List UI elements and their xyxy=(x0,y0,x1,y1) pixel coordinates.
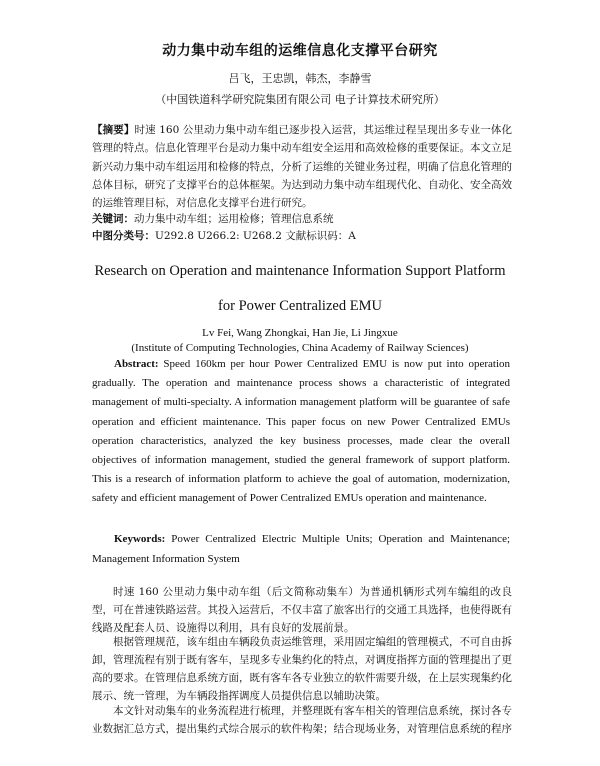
english-title-line1: Research on Operation and maintenance Information Support Platform xyxy=(94,263,506,279)
english-keywords xyxy=(92,530,510,569)
body-paragraph-1: 时速 160 公里动力集中动车组（后文简称动集车）为普通机辆形式列车编组的改良型，可在普速铁路运营。其投入运营后，不仅丰富了旅客出行的交通工具选择，也使得既有线路及配套人员、设施得以利用，具有良好的发展前景。 xyxy=(92,586,512,634)
chinese-authors: 吕飞，王忠凯，韩杰，李静雪 xyxy=(228,72,372,85)
chinese-abstract-label: 【摘要】 xyxy=(92,124,135,136)
chinese-keywords-label: 关键词： xyxy=(92,213,134,225)
english-abstract-text: Speed 160km per hour Power Centralized EMU is now put into operation gradually. The operation and maintenance process shows a characteristic of integrated management of multi-specialty. A information management platform will be guarantee of safe operation and efficient maintenance. This paper focus on new Power Centralized EMUs operation characteristics, analyzed the key business processes, made clear the overall objectives of information management, studied the general framework of support platform. This is a research of information platform to achieve the goal of automation, modernization, safety and efficient management of Power Centralized EMUs operation and maintenance. xyxy=(92,358,510,505)
english-abstract-label: Abstract: xyxy=(114,358,159,370)
english-affiliation: (Institute of Computing Technologies, China Academy of Railway Sciences) xyxy=(131,342,469,354)
english-abstract xyxy=(92,355,510,509)
chinese-title: 动力集中动车组的运维信息化支撑平台研究 xyxy=(162,43,438,59)
english-keywords-label: Keywords: xyxy=(114,533,166,545)
chinese-classification-label: 中图分类号： xyxy=(92,230,155,242)
chinese-abstract-text: 时速 160 公里动力集中动车组已逐步投入运营，其运维过程呈现出多专业一体化管理的特点。信息化管理平台是动力集中动车组安全运用和高效检修的重要保证。本文立足新兴动力集中动车组运用和检修的特点，分析了运维的关键业务过程，明确了信息化管理的总体目标，研究了支撑平台的总体框架。为达到动力集中动车组现代化、自动化、安全高效的运维管理目标，对信息化支撑平台进行研究。 xyxy=(92,124,513,210)
chinese-classification-text: U292.8 U266.2: U268.2 文献标识码：A xyxy=(155,230,356,242)
english-keywords-text: Power Centralized Electric Multiple Units; Operation and Maintenance; Management Information System xyxy=(92,533,511,565)
english-title-line2: for Power Centralized EMU xyxy=(218,298,382,314)
chinese-abstract xyxy=(92,121,512,212)
body-paragraph-3: 本文针对动集车的业务流程进行梳理，并整理既有客车相关的管理信息系统，探讨各专业数据汇总方式，提出集约式综合展示的软件构架；结合现场业务，对管理信息系统的程序 xyxy=(92,705,512,735)
chinese-classification xyxy=(92,229,512,243)
body-paragraph-2: 根据管理规范，该车组由车辆段负责运维管理，采用固定编组的管理模式，不可自由拆卸，管理流程有别于既有客车，呈现多专业集约化的特点，对调度指挥方面的管理提出了更高的要求。在管理信息系统方面，既有客车各专业独立的软件需要升级，在上层实现集约化展示、统一管理，为车辆段指挥调度人员提供信息以辅助决策。 xyxy=(92,636,512,702)
chinese-keywords-text: 动力集中动车组；运用检修；管理信息系统 xyxy=(134,213,334,225)
english-authors: Lv Fei, Wang Zhongkai, Han Jie, Li Jingxue xyxy=(202,327,398,339)
chinese-keywords xyxy=(92,212,512,226)
chinese-affiliation: （中国铁道科学研究院集团有限公司 电子计算技术研究所） xyxy=(155,93,445,106)
